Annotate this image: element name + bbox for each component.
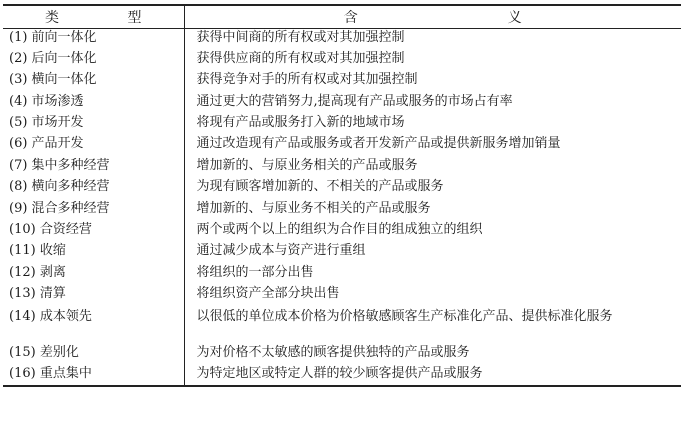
header-meaning-char-2: 义 <box>507 10 522 26</box>
header-meaning-char-1: 含 <box>343 10 358 26</box>
table-header-row <box>3 5 681 29</box>
header-meaning <box>184 5 681 29</box>
row-type: (2) 后向一体化 <box>3 50 184 71</box>
row-type: (10) 合资经营 <box>3 221 184 242</box>
row-meaning: 增加新的、与原业务相关的产品或服务 <box>196 157 418 173</box>
table-row <box>3 307 681 344</box>
table-row <box>3 135 681 156</box>
row-type: (6) 产品开发 <box>3 135 184 156</box>
row-type: (11) 收缩 <box>3 242 184 263</box>
table-row <box>3 200 681 221</box>
row-meaning: 通过改造现有产品或服务或者开发新产品或提供新服务增加销量 <box>196 136 561 152</box>
table-row <box>3 50 681 71</box>
row-type: (3) 横向一体化 <box>3 71 184 92</box>
row-meaning: 将组织资产全部分块出售 <box>196 286 340 302</box>
row-meaning: 增加新的、与原业务不相关的产品或服务 <box>196 200 431 216</box>
table-row <box>3 221 681 242</box>
table-row <box>3 344 681 365</box>
row-meaning: 为对价格不太敏感的顾客提供独特的产品或服务 <box>196 344 470 360</box>
row-type: (14) 成本领先 <box>3 307 184 344</box>
row-type: (16) 重点集中 <box>3 365 184 386</box>
row-type: (7) 集中多种经营 <box>3 157 184 178</box>
row-meaning: 通过更大的营销努力,提高现有产品或服务的市场占有率 <box>196 93 513 109</box>
row-meaning: 以很低的单位成本价格为价格敏感顾客生产标准化产品、提供标准化服务 <box>196 308 613 324</box>
row-meaning: 获得供应商的所有权或对其加强控制 <box>196 50 405 66</box>
row-meaning: 将现有产品或服务打入新的地域市场 <box>196 115 405 131</box>
row-meaning: 为特定地区或特定人群的较少顾客提供产品或服务 <box>184 365 681 386</box>
row-type: (5) 市场开发 <box>3 114 184 135</box>
table-row <box>3 264 681 285</box>
row-type: (15) 差别化 <box>3 344 184 365</box>
row-type: (12) 剥离 <box>3 264 184 285</box>
table-row <box>3 93 681 114</box>
row-meaning: 获得中间商的所有权或对其加强控制 <box>196 30 405 45</box>
row-type: (8) 横向多种经营 <box>3 178 184 199</box>
row-type: (9) 混合多种经营 <box>3 200 184 221</box>
table-row <box>3 29 681 50</box>
table-row <box>3 242 681 263</box>
table-row <box>3 71 681 92</box>
row-type: (1) 前向一体化 <box>3 29 184 50</box>
table-row <box>3 157 681 178</box>
table-row <box>3 365 681 386</box>
row-meaning: 两个或两个以上的组织为合作目的组成独立的组织 <box>196 222 483 238</box>
row-type: (4) 市场渗透 <box>3 93 184 114</box>
row-meaning: 为现有顾客增加新的、不相关的产品或服务 <box>196 179 444 195</box>
row-type: (13) 清算 <box>3 285 184 306</box>
strategy-types-table <box>3 4 681 387</box>
header-type: 类 型 <box>3 5 184 29</box>
row-meaning: 获得竞争对手的所有权或对其加强控制 <box>196 72 418 88</box>
table-row <box>3 285 681 306</box>
row-meaning: 将组织的一部分出售 <box>196 264 314 280</box>
row-meaning: 通过减少成本与资产进行重组 <box>196 243 366 259</box>
table-row <box>3 178 681 199</box>
table-row <box>3 114 681 135</box>
